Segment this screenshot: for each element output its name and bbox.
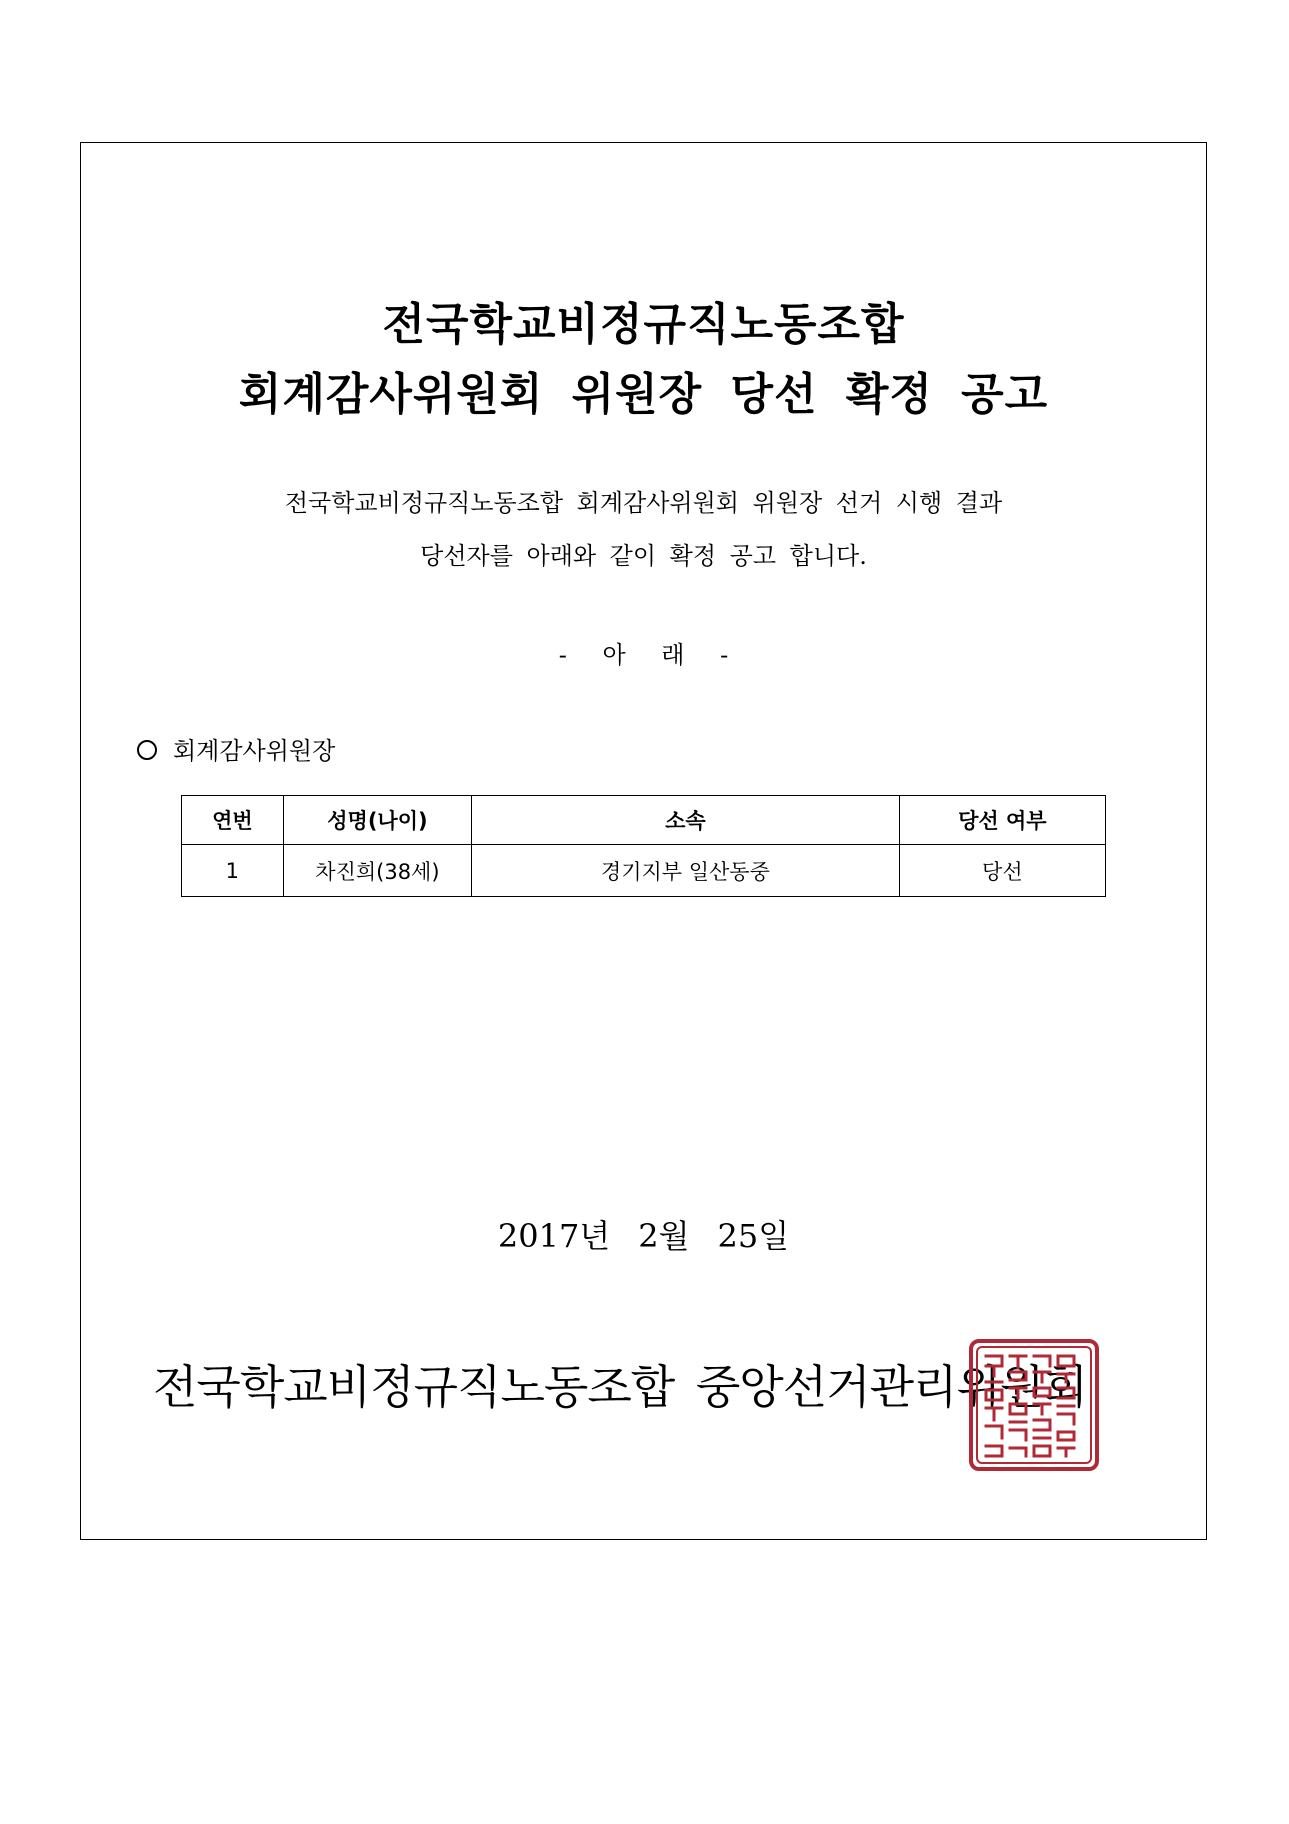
table-row	[182, 845, 1106, 897]
notice-frame	[80, 142, 1207, 1540]
notice-body-line-2: 당선자를 아래와 같이 확정 공고 합니다.	[420, 542, 867, 570]
header-elected: 당선 여부	[899, 796, 1105, 845]
date-month: 2월	[638, 1217, 690, 1255]
header-name-age: 성명(나이)	[283, 796, 471, 845]
notice-title-line-2: 회계감사위원회 위원장 당선 확정 공고	[238, 369, 1049, 420]
notice-title-line-1: 전국학교비정규직노동조합	[382, 299, 905, 350]
circle-bullet-icon	[137, 740, 157, 760]
header-affiliation: 소속	[472, 796, 900, 845]
section-heading	[137, 731, 335, 766]
section-label: 회계감사위원장	[173, 737, 336, 765]
below-marker: - 아 래 -	[558, 641, 729, 669]
result-table	[181, 795, 1106, 897]
cell-name-age: 차진희(38세)	[283, 845, 471, 897]
notice-body-line-1: 전국학교비정규직노동조합 회계감사위원회 위원장 선거 시행 결과	[284, 489, 1003, 517]
notice-date	[81, 1211, 1206, 1257]
cell-affiliation: 경기지부 일산동중	[472, 845, 900, 897]
date-day: 25일	[717, 1217, 790, 1255]
official-seal-icon	[968, 1338, 1100, 1472]
date-year: 2017년	[497, 1217, 611, 1255]
issuer-name: 전국학교비정규직노동조합 중앙선거관리위원회	[153, 1360, 1087, 1414]
header-number: 연번	[182, 796, 284, 845]
cell-elected: 당선	[899, 845, 1105, 897]
cell-number: 1	[182, 845, 284, 897]
table-header-row	[182, 796, 1106, 845]
